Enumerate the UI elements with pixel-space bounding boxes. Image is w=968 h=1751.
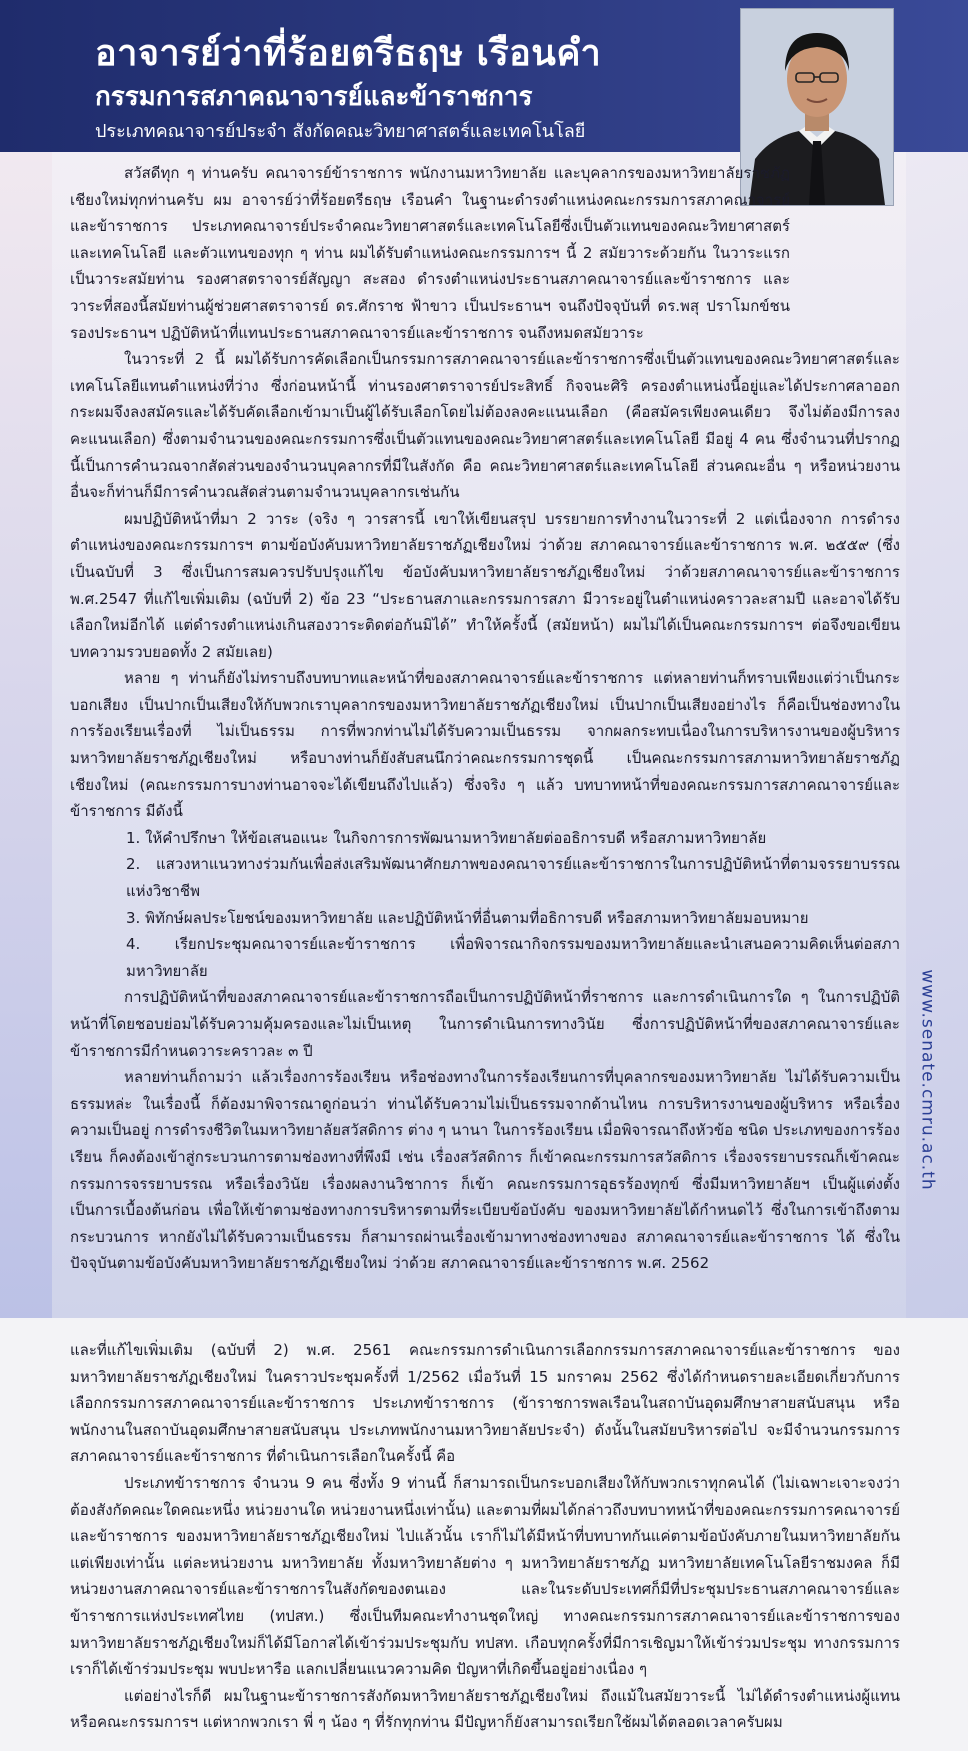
article-paragraph: สวัสดีทุก ๆ ท่านครับ คณาจารย์ข้าราชการ พนักงานมหาวิทยาลัย และบุคลากรของมหาวิทยาลัยราชภัฏเชียงใหม่ทุกท่านครับ ผม อาจารย์ว่าที่ร้อยตรีธฤษ เรือนคำ ในฐานะดำรงตำแหน่งคณะกรรมการสภาคณาจารย์และข้าราชการ ประเภทคณาจารย์ประจำคณะวิทยาศาสตร์และเทคโนโลยีซึ่งเป็นตัวแทนของคณะวิทยาศาสตร์และเทคโนโลยี และตัวแทนของทุก ๆ ท่าน ผมได้รับตำแหน่งคณะกรรมการฯ นี้ 2 สมัยวาระด้วยกัน ในวาระแรกเป็นวาระสมัยท่าน รองศาสตราจารย์สัญญา สะสอง ดำรงตำแหน่งประธานสภาคณาจารย์และข้าราชการ และวาระที่สองนี้สมัยท่านผู้ช่วยศาสตราจารย์ ดร.ศักราช ฟ้าขาว เป็นประธานฯ จนถึงปัจจุบันที่ ดร.พสุ ปราโมกข์ชน รองประธานฯ ปฏิบัติหน้าที่แทนประธานสภาคณาจารย์และข้าราชการ จนถึงหมดสมัยวาระ bbox=[70, 164, 790, 342]
duty-list-item: 4. เรียกประชุมคณาจารย์และข้าราชการ เพื่อพิจารณากิจกรรมของมหาวิทยาลัยและนำเสนอความคิดเห็นต่อสภามหาวิทยาลัย bbox=[126, 935, 900, 980]
duty-list-item: 1. ให้คำปรึกษา ให้ข้อเสนอแนะ ในกิจการการพัฒนามหาวิทยาลัยต่ออธิการบดี หรือสภามหาวิทยาลัย bbox=[126, 828, 767, 847]
website-url-text: www.senate.cmru.ac.th bbox=[918, 969, 938, 1191]
article-paragraph: หลาย ๆ ท่านก็ยังไม่ทราบถึงบทบาทและหน้าที่ของสภาคณาจารย์และข้าราชการ แต่หลายท่านก็ทราบเพียงแต่ว่าเป็นกระบอกเสียง เป็นปากเป็นเสียงให้กับพวกเราบุคลากรของมหาวิทยาลัยราชภัฏเชียงใหม่ เป็นปากเป็นเสียงอย่างไร ก็คือเป็นช่องทางในการร้องเรียนเรื่องที่ ไม่เป็นธรรม การที่พวกท่านไม่ได้รับความเป็นธรรม จากผลกระทบเนื่องในการบริหารงานของผู้บริหารมหาวิทยาลัยราชภัฏเชียงใหม่ หรือบางท่านก็ยังสับสนนึกว่าคณะกรรมการชุดนี้ เป็นคณะกรรมการสภามหาวิทยาลัยราชภัฏเชียงใหม่ (คณะกรรมการบางท่านอาจจะได้เขียนถึงไปแล้ว) ซึ่งจริง ๆ แล้ว บทบาทหน้าที่ของคณะกรรมการสภาคณาจารย์และข้าราชการ มีดังนี้ bbox=[70, 669, 900, 821]
article-paragraph: หลายท่านก็ถามว่า แล้วเรื่องการร้องเรียน หรือช่องทางในการร้องเรียนการที่บุคลากรของมหาวิทยาลัย ไม่ได้รับความเป็นธรรมหล่ะ ในเรื่องนี้ ก็ต้องมาพิจารณาดูก่อนว่า ท่านได้รับความไม่เป็นธรรมจากด้านไหน การบริหารงานของผู้บริหาร หรือเรื่องความเป็นอยู่ การดำรงชีวิตในมหาวิทยาลัยสวัสดิการ ต่าง ๆ นานา ในการร้องเรียน เมื่อพิจารณาถึงหัวข้อ ชนิด ประเภทของการร้องเรียน ก็คงต้องเข้าสู่กระบวนการตามช่องทางที่พึงมี เช่น เรื่องสวัสดิการ ก็เข้าคณะกรรมการสวัสดิการ เรื่องจรรยาบรรณก็เข้าคณะกรรมการจรรยาบรรณ หรือเรื่องวินัย เรื่องผลงานวิชาการ ก็เข้า คณะกรรมการอุธรร้องทุกข์ ซึ่งมีมหาวิทยาลัยฯ เป็นผู้แต่งตั้ง เป็นการเบื้องต้นก่อน เพื่อให้เข้าตามช่องทางการบริหารตามที่ระเบียบข้อบังคับ ของมหาวิทยาลัยได้กำหนดไว้ ซึ่งในการเข้าถึงตามกระบวนการ หากยังไม่ได้รับความเป็นธรรม ก็สามารถผ่านเรื่องเข้ามาทางช่องทางของ สภาคณาจารย์และข้าราชการ ได้ ซึ่งในปัจจุบันตามข้อบังคับมหาวิทยาลัยราชภัฏเชียงใหม่ ว่าด้วย สภาคณาจารย์และข้าราชการ พ.ศ. 2562 bbox=[70, 1068, 900, 1273]
article-paragraph: ในวาระที่ 2 นี้ ผมได้รับการคัดเลือกเป็นกรรมการสภาคณาจารย์และข้าราชการซึ่งเป็นตัวแทนของคณะวิทยาศาสตร์และเทคโนโลยีแทนตำแหน่งที่ว่าง ซึ่งก่อนหน้านี้ ท่านรองศาตราจารย์ประสิทธิ์ กิจจนะศิริ ครองตำแหน่งนี้อยู่และได้ประกาศลาออก กระผมจึงลงสมัครและได้รับคัดเลือกเข้ามาเป็นผู้ได้รับเลือกโดยไม่ต้องลงคะแนนเลือก (คือสมัครเพียงคนเดียว จึงไม่ต้องมีการลงคะแนนเลือก) ซึ่งตามจำนวนของคณะกรรมการซึ่งเป็นตัวแทนของคณะวิทยาศาสตร์และเทคโนโลยี มีอยู่ 4 คน ซึ่งจำนวนที่ปรากฏนี้เป็นการคำนวณจากสัดส่วนของจำนวนบุคลากรที่มีในสังกัด คือ คณะวิทยาศาสตร์และเทคโนโลยี ส่วนคณะอื่น ๆ หรือหน่วยงานอื่นจะก็ท่านก็มีการคำนวณสัดส่วนตามจำนวนบุคลากรเช่นกัน bbox=[70, 350, 900, 502]
article-paragraph: แต่อย่างไรก็ดี ผมในฐานะข้าราชการสังกัดมหาวิทยาลัยราชภัฏเชียงใหม่ ถึงแม้ในสมัยวาระนี้ ไม่ได้ดำรงตำแหน่งผู้แทนหรือคณะกรรมการฯ แต่หากพวกเรา พี่ ๆ น้อง ๆ ที่รักทุกท่าน มีปัญหาก็ยังสามารถเรียกใช้ผมได้ตลอดเวลาครับผม bbox=[70, 1686, 900, 1732]
duty-list-item: 3. พิทักษ์ผลประโยชน์ของมหาวิทยาลัย และปฏิบัติหน้าที่อื่นตามที่อธิการบดี หรือสภามหาวิทยาลัยมอบหมาย bbox=[126, 908, 809, 927]
article-body-bottom bbox=[70, 1337, 900, 1736]
article-paragraph: ประเภทข้าราชการ จำนวน 9 คน ซึ่งทั้ง 9 ท่านนี้ ก็สามารถเป็นกระบอกเสียงให้กับพวกเราทุกคนได้ (ไม่เฉพาะเจาะจงว่าต้องสังกัดคณะใดคณะหนึ่ง หน่วยงานใด หน่วยงานหนึ่งเท่านั้น) และตามที่ผมได้กล่าวถึงบทบาทหน้าที่ของคณะกรรมการคณาจารย์และข้าราชการ ของมหาวิทยาลัยราชภัฏเชียงใหม่ ไปแล้วนั้น เราก็ไม่ได้มีหน้าที่บทบาทกันแค่ตามข้อบังคับภายในมหาวิทยาลัยกันแต่เพียงเท่านั้น แต่ละหน่วยงาน มหาวิทยาลัย ทั้งมหาวิทยาลัยต่าง ๆ มหาวิทยาลัยราชภัฏ มหาวิทยาลัยเทคโนโลยีราชมงคล ก็มีหน่วยงานสภาคณาจารย์และข้าราชการในสังกัดของตนเอง และในระดับประเทศก็มีที่ประชุมประธานสภาคณาจารย์และข้าราชการแห่งประเทศไทย (ทปสท.) ซึ่งเป็นทีมคณะทำงานชุดใหญ่ ทางคณะกรรมการสภาคณาจารย์และข้าราชการของมหาวิทยาลัยราชภัฏเชียงใหม่ก็ได้มีโอกาสได้เข้าร่วมประชุมกับ ทปสท. เกือบทุกครั้งที่มีการเชิญมาให้เข้าร่วมประชุม ทางกรรมการเราก็ได้เข้าร่วมประชุม พบปะหารือ แลกเปลี่ยนแนวความคิด ปัญหาที่เกิดขึ้นอยู่อย่างเนื่อง ๆ bbox=[70, 1473, 900, 1679]
author-name: อาจารย์ว่าที่ร้อยตรีธฤษ เรือนคำ bbox=[95, 33, 602, 74]
article-paragraph: และที่แก้ไขเพิ่มเติม (ฉบับที่ 2) พ.ศ. 2561 คณะกรรมการดำเนินการเลือกกรรมการสภาคณาจารย์และข้าราชการ ของมหาวิทยาลัยราชภัฏเชียงใหม่ ในคราวประชุมครั้งที่ 1/2562 เมื่อวันที่ 15 มกราคม 2562 ซึ่งได้กำหนดรายละเอียดเกี่ยวกับการเลือกกรรมการสภาคณาจารย์และข้าราชการ ประเภทข้าราชการ (ข้าราชการพลเรือนในสถาบันอุดมศึกษาสายสนับสนุน หรือพนักงานในสถาบันอุดมศึกษาสายสนับสนุน ประเภทพนักงานมหาวิทยาลัยประจำ) ดังนั้นในสมัยบริหารต่อไป จะมีจำนวนกรรมการสภาคณาจารย์และข้าราชการ ที่ดำเนินการเลือกในครั้งนี้ คือ bbox=[70, 1341, 900, 1466]
website-url bbox=[888, 930, 968, 1230]
duty-list-item: 2. แสวงหาแนวทางร่วมกันเพื่อส่งเสริมพัฒนาศักยภาพของคณาจารย์และข้าราชการในการปฏิบัติหน้าที่ตามจรรยาบรรณแห่งวิชาชีพ bbox=[126, 855, 900, 901]
article-body-top bbox=[70, 160, 900, 1277]
author-position: กรรมการสภาคณาจารย์และข้าราชการ bbox=[95, 82, 533, 112]
author-category: ประเภทคณาจารย์ประจำ สังกัดคณะวิทยาศาสตร์และเทคโนโลยี bbox=[95, 121, 586, 142]
article-paragraph: การปฏิบัติหน้าที่ของสภาคณาจารย์และข้าราชการถือเป็นการปฏิบัติหน้าที่ราชการ และการดำเนินการใด ๆ ในการปฏิบัติหน้าที่โดยชอบย่อมได้รับความคุ้มครองและไม่เป็นเหตุ ในการดำเนินการทางวินัย ซึ่งการปฏิบัติหน้าที่ของสภาคณาจารย์และข้าราชการมีกำหนดวาระคราวละ ๓ ปี bbox=[70, 988, 900, 1060]
article-paragraph: ผมปฏิบัติหน้าที่มา 2 วาระ (จริง ๆ วารสารนี้ เขาให้เขียนสรุป บรรยายการทำงานในวาระที่ 2 แต่เนื่องจาก การดำรงตำแหน่งของคณะกรรมการฯ ตามข้อบังคับมหาวิทยาลัยราชภัฏเชียงใหม่ ว่าด้วย สภาคณาจารย์และข้าราชการ พ.ศ. ๒๕๕๙ (ซึ่งเป็นฉบับที่ 3 ซึ่งเป็นการสมควรปรับปรุงแก้ไข ข้อบังคับมหาวิทยาลัยราชภัฏเชียงใหม่ ว่าด้วยสภาคณาจารย์และข้าราชการ พ.ศ.2547 ที่แก้ไขเพิ่มเติม (ฉบับที่ 2) ข้อ 23 “ประธานสภาและกรรมการสภา มีวาระอยู่ในตำแหน่งคราวละสามปี และอาจได้รับเลือกใหม่อีกได้ แต่ดำรงตำแหน่งเกินสองวาระติดต่อกันมิได้” ทำให้ครั้งนี้ (สมัยหน้า) ผมไม่ได้เป็นคณะกรรมการฯ ต่อจึงขอเขียนบทความรวบยอดทั้ง 2 สมัยเลย) bbox=[70, 509, 900, 661]
decorative-left-stripe bbox=[0, 150, 52, 1318]
